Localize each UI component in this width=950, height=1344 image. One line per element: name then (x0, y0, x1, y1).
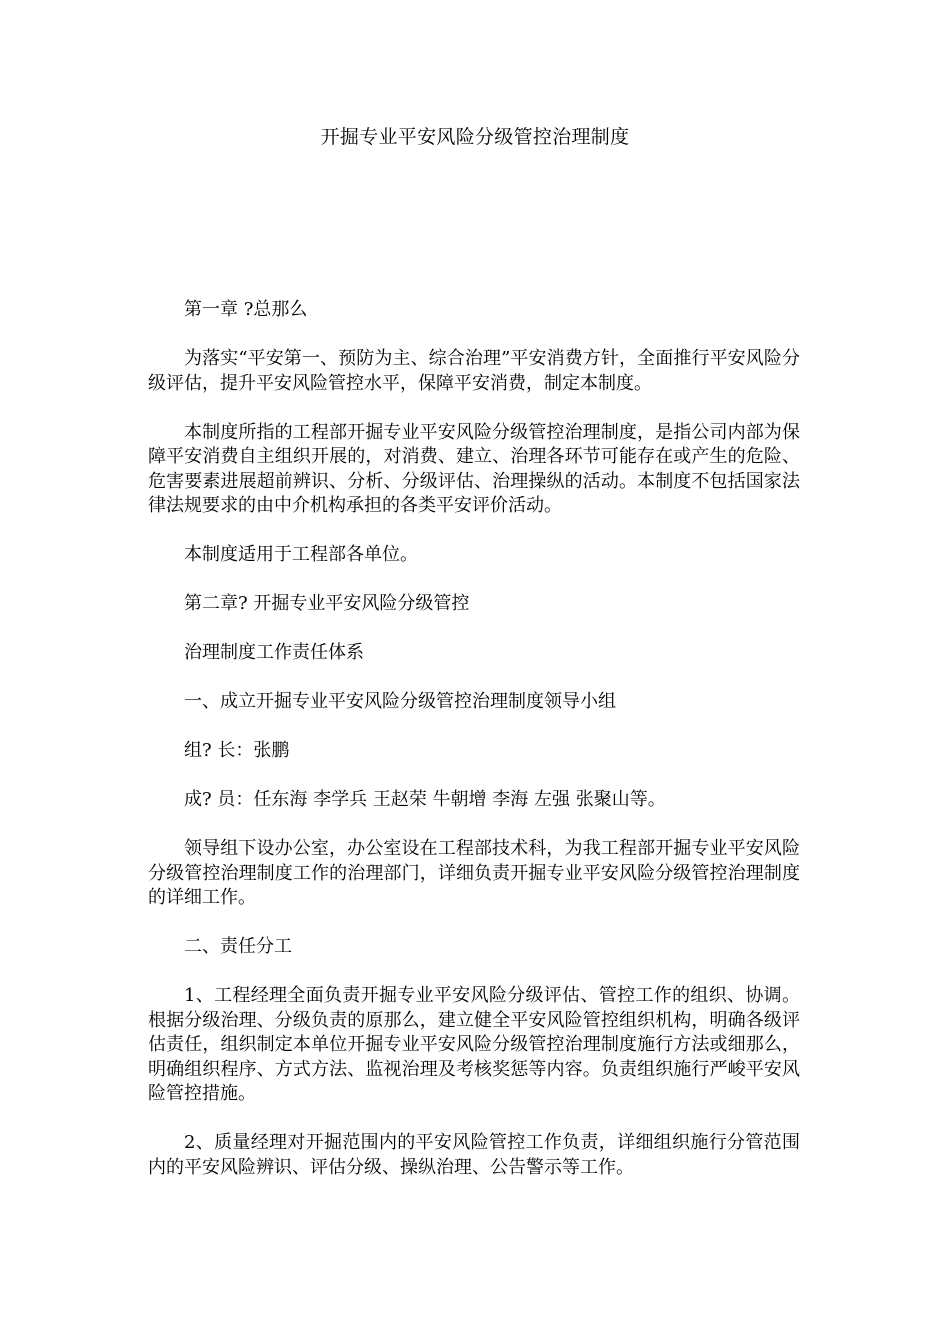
section-two-heading: 二、责任分工 (184, 936, 292, 957)
paragraph-duty-1: 1、工程经理全面负责开掘专业平安风险分级评估、管控工作的组织、协调。根据分级治理、分级负责的原那么，建立健全平安风险管控组织机构，明确各级评估责任，组织制定本单位开掘专业平安风险分级管控治理制度施行方法或细那么，明确组织程序、方式方法、监视治理及考核奖惩等内容。负责组织施行严峻平安风险管控措施。 (148, 985, 800, 1104)
paragraph-office: 领导组下设办公室，办公室设在工程部技术科，为我工程部开掘专业平安风险分级管控治理制度工作的治理部门，详细负责开掘专业平安风险分级管控治理制度的详细工作。 (148, 838, 800, 908)
section-one-heading: 一、成立开掘专业平安风险分级管控治理制度领导小组 (184, 691, 616, 712)
paragraph-duty-2: 2、质量经理对开掘范围内的平安风险管控工作负责，详细组织施行分管范围内的平安风险辨识、评估分级、操纵治理、公告警示等工作。 (148, 1132, 800, 1178)
paragraph-definition: 本制度所指的工程部开掘专业平安风险分级管控治理制度，是指公司内部为保障平安消费自主组织开展的，对消费、建立、治理各环节可能存在或产生的危险、危害要素进展超前辨识、分析、分级评估、治理操纵的活动。本制度不包括国家法律法规要求的由中介机构承担的各类平安评价活动。 (148, 421, 800, 516)
document-body (148, 298, 800, 1205)
paragraph-scope: 本制度适用于工程部各单位。 (184, 544, 418, 565)
paragraph-purpose: 为落实“平安第一、预防为主、综合治理”平安消费方针，全面推行平安风险分级评估，提升平安风险管控水平，保障平安消费，制定本制度。 (148, 348, 800, 394)
chapter-two-subheading: 治理制度工作责任体系 (184, 642, 364, 663)
group-leader-line: 组? 长：张鹏 (184, 740, 290, 761)
group-members-line: 成? 员：任东海 李学兵 王赵荣 牛朝增 李海 左强 张聚山等。 (184, 789, 666, 810)
chapter-one-heading: 第一章 ?总那么 (184, 299, 308, 320)
document-title: 开掘专业平安风险分级管控治理制度 (320, 126, 630, 148)
chapter-two-heading: 第二章? 开掘专业平安风险分级管控 (184, 593, 470, 614)
